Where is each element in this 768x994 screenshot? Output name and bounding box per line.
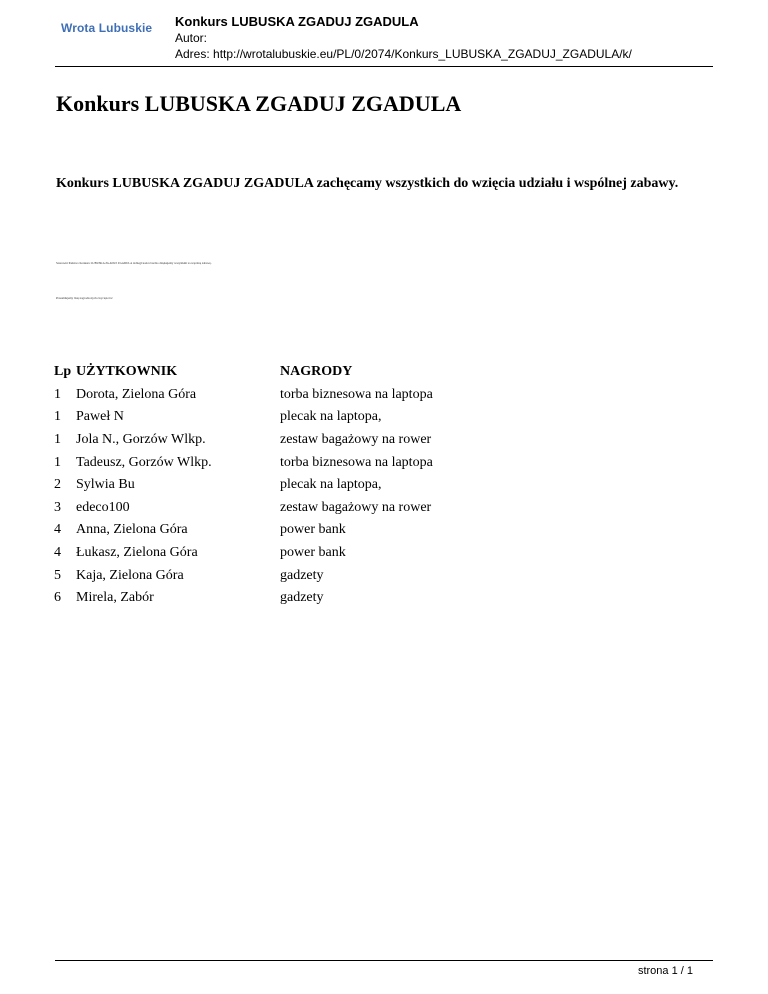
cell-user: Sylwia Bu [76, 477, 135, 493]
cell-prize: plecak na laptopa, [280, 409, 382, 425]
table-row [54, 384, 530, 407]
cell-user: Anna, Zielona Góra [76, 522, 188, 538]
cell-prize: power bank [280, 545, 346, 561]
column-header-prizes: NAGRODY [280, 364, 353, 380]
winners-table [54, 361, 530, 610]
column-header-lp: Lp [54, 364, 72, 380]
cell-prize: torba biznesowa na laptopa [280, 386, 433, 402]
cell-user: Mirela, Zabór [76, 590, 154, 606]
lead-paragraph: Konkurs LUBUSKA ZGADUJ ZGADULA zachęcamy wszystkich do wzięcia udziału i wspólnej zabawy. [56, 176, 679, 191]
small-paragraph-list-intro: Przesmłujemy listę nagrodzonych zwycięzców: [56, 296, 114, 300]
cell-lp: 4 [54, 522, 61, 538]
cell-lp: 1 [54, 386, 61, 402]
table-header-row [54, 361, 530, 384]
table-row [54, 564, 530, 587]
cell-user: Paweł N [76, 409, 124, 425]
header-divider [55, 66, 713, 67]
cell-prize: power bank [280, 522, 346, 538]
footer-divider [55, 960, 713, 961]
page-header [0, 0, 768, 68]
cell-user: Tadeusz, Gorzów Wlkp. [76, 454, 212, 470]
page-title: Konkurs LUBUSKA ZGADUJ ZGADULA [56, 91, 462, 116]
cell-prize: plecak na laptopa, [280, 477, 382, 493]
cell-lp: 1 [54, 454, 61, 470]
column-header-user: UŻYTKOWNIK [76, 364, 178, 380]
cell-user: Jola N., Gorzów Wlkp. [76, 432, 206, 448]
cell-lp: 1 [54, 409, 61, 425]
cell-lp: 4 [54, 545, 61, 561]
page-number: strona 1 / 1 [637, 965, 693, 977]
cell-lp: 1 [54, 432, 61, 448]
table-row [54, 497, 530, 520]
cell-prize: torba biznesowa na laptopa [280, 454, 433, 470]
cell-user: Łukasz, Zielona Góra [76, 545, 198, 561]
table-row [54, 474, 530, 497]
header-address: Adres: http://wrotalubuskie.eu/PL/0/2074/Konkurs_LUBUSKA_ZGADUJ_ZGADULA/k/ [175, 47, 632, 61]
table-row [54, 406, 530, 429]
header-title: Konkurs LUBUSKA ZGADUJ ZGADULA [175, 14, 419, 29]
table-row [54, 542, 530, 565]
site-logo: Wrota Lubuskie [61, 21, 153, 35]
header-author: Autor: [175, 31, 208, 45]
table-row [54, 519, 530, 542]
cell-user: Dorota, Zielona Góra [76, 386, 197, 402]
cell-lp: 2 [54, 477, 61, 493]
cell-lp: 6 [54, 590, 61, 606]
small-paragraph-thanks: Szanowni Państwo Konkurs LUBUSKA ZGADUJ ZGADULA dobiegł końca bardzo dziękujemy wszystkim za wspólną zabawę. [56, 261, 212, 265]
cell-lp: 3 [54, 499, 61, 515]
table-row [54, 451, 530, 474]
cell-prize: gadzety [280, 567, 324, 583]
table-row [54, 587, 530, 610]
table-row [54, 429, 530, 452]
cell-prize: zestaw bagażowy na rower [280, 499, 432, 515]
cell-prize: gadzety [280, 590, 324, 606]
cell-lp: 5 [54, 567, 61, 583]
cell-user: edeco100 [76, 499, 130, 515]
cell-prize: zestaw bagażowy na rower [280, 432, 432, 448]
header-meta [175, 14, 632, 62]
cell-user: Kaja, Zielona Góra [76, 567, 184, 583]
